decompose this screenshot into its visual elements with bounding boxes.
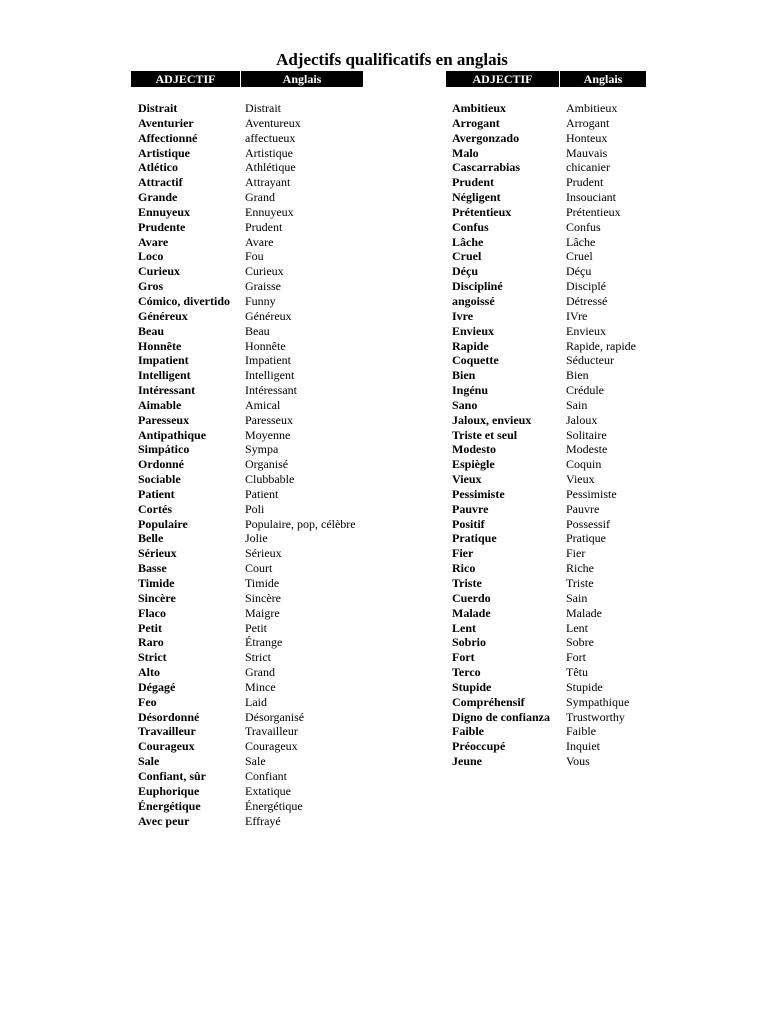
- english-translation: Solitaire: [566, 427, 607, 442]
- header-english: Anglais: [583, 72, 623, 86]
- table-body: [446, 101, 646, 769]
- table-row: [446, 665, 646, 680]
- french-adjective: Triste: [452, 576, 482, 590]
- french-adjective: Généreux: [138, 308, 188, 323]
- english-translation: Vieux: [566, 472, 595, 487]
- french-adjective: Confiant, sûr: [138, 768, 207, 783]
- table-row: [131, 442, 363, 457]
- table-row: [446, 442, 646, 457]
- french-adjective: Pauvre: [452, 501, 489, 516]
- english-translation: Sympa: [245, 442, 279, 457]
- english-translation: Organisé: [245, 457, 289, 472]
- table-row: [446, 428, 646, 443]
- english-translation: Petit: [245, 620, 268, 635]
- table-row: [446, 724, 646, 739]
- english-translation: Envieux: [566, 323, 606, 338]
- table-row: [131, 502, 363, 517]
- table-row: [446, 146, 646, 161]
- french-adjective: Cortés: [138, 501, 172, 516]
- english-translation: Possessif: [566, 516, 611, 531]
- french-adjective: Énergétique: [138, 798, 201, 813]
- table-row: [131, 309, 363, 324]
- french-adjective: Terco: [452, 665, 481, 680]
- french-adjective: Avec peur: [138, 813, 190, 828]
- table-row: [446, 205, 646, 220]
- english-translation: affectueux: [245, 130, 296, 145]
- english-translation: Prétentieux: [566, 204, 621, 219]
- french-adjective: Petit: [138, 620, 162, 635]
- english-translation: Intéressant: [245, 383, 297, 398]
- french-adjective: angoissé: [452, 293, 495, 308]
- table-row: [446, 368, 646, 383]
- english-translation: Désorganisé: [245, 709, 305, 724]
- table-row: [131, 680, 363, 695]
- french-adjective: Artistique: [138, 145, 190, 160]
- english-translation: Strict: [245, 650, 271, 665]
- table-row: [131, 175, 363, 190]
- table-row: [131, 235, 363, 250]
- english-translation: Disciplé: [566, 279, 606, 294]
- french-adjective: Sérieux: [138, 546, 177, 561]
- french-adjective: Sano: [452, 397, 478, 412]
- table-row: [131, 531, 363, 546]
- french-adjective: Alto: [138, 665, 160, 680]
- english-translation: Inquiet: [566, 739, 600, 754]
- english-translation: Sérieux: [245, 546, 282, 561]
- table-row: [446, 739, 646, 754]
- table-row: [131, 665, 363, 680]
- table-row: [131, 220, 363, 235]
- french-adjective: Cruel: [452, 249, 482, 264]
- english-translation: Avare: [245, 234, 274, 249]
- french-adjective: Honnête: [138, 338, 182, 353]
- english-translation: Lent: [566, 620, 588, 635]
- french-adjective: Atlético: [138, 160, 178, 175]
- table-row: [446, 517, 646, 532]
- french-adjective: Euphorique: [138, 783, 200, 798]
- french-adjective: Digno de confianza: [452, 709, 551, 724]
- english-translation: Graisse: [245, 279, 281, 294]
- french-adjective: Cómico, divertido: [138, 293, 230, 308]
- english-translation: Attrayant: [245, 175, 291, 190]
- table-header: [446, 71, 646, 87]
- french-adjective: Rapide: [452, 338, 489, 353]
- table-row: [131, 457, 363, 472]
- table-row: [446, 695, 646, 710]
- table-row: [446, 160, 646, 175]
- table-row: [131, 769, 363, 784]
- english-translation: IVre: [566, 308, 588, 323]
- table-row: [131, 383, 363, 398]
- english-translation: Pauvre: [566, 501, 600, 516]
- table-row: [131, 710, 363, 725]
- english-translation: Funny: [245, 293, 276, 308]
- english-translation: Fou: [245, 249, 264, 264]
- french-adjective: Jaloux, envieux: [452, 412, 532, 427]
- table-row: [446, 279, 646, 294]
- french-adjective: Jeune: [452, 754, 482, 769]
- french-adjective: Stupide: [452, 679, 492, 694]
- table-row: [446, 531, 646, 546]
- table-row: [131, 754, 363, 769]
- french-adjective: Patient: [138, 486, 175, 501]
- table-row: [131, 472, 363, 487]
- table-row: [131, 576, 363, 591]
- table-row: [446, 413, 646, 428]
- table-row: [446, 606, 646, 621]
- french-adjective: Impatient: [138, 353, 189, 368]
- french-adjective: Bien: [452, 368, 476, 383]
- french-adjective: Désordonné: [138, 709, 200, 724]
- french-adjective: Prudente: [138, 219, 186, 234]
- table-row: [131, 650, 363, 665]
- table-row: [446, 398, 646, 413]
- french-adjective: Compréhensif: [452, 694, 525, 709]
- english-translation: Athlétique: [245, 160, 296, 175]
- table-row: [131, 131, 363, 146]
- french-adjective: Ordonné: [138, 457, 185, 472]
- french-adjective: Ingénu: [452, 383, 489, 398]
- french-adjective: Vieux: [452, 472, 482, 487]
- french-adjective: Malade: [452, 605, 491, 620]
- french-adjective: Aventurier: [138, 115, 194, 130]
- english-translation: chicanier: [566, 160, 610, 175]
- french-adjective: Fier: [452, 546, 474, 561]
- french-adjective: Intéressant: [138, 383, 196, 398]
- english-translation: Jolie: [245, 531, 268, 546]
- french-adjective: Ennuyeux: [138, 204, 191, 219]
- table-row: [131, 739, 363, 754]
- table-row: [131, 249, 363, 264]
- french-adjective: Ivre: [452, 308, 474, 323]
- french-adjective: Discipliné: [452, 279, 503, 294]
- table-row: [446, 710, 646, 725]
- english-translation: Rapide, rapide: [566, 338, 636, 353]
- french-adjective: Feo: [138, 694, 157, 709]
- french-adjective: Modesto: [452, 442, 496, 457]
- table-row: [131, 784, 363, 799]
- english-translation: Sain: [566, 590, 588, 605]
- table-row: [446, 235, 646, 250]
- table-row: [446, 324, 646, 339]
- table-row: [446, 591, 646, 606]
- table-row: [131, 146, 363, 161]
- english-translation: Patient: [245, 486, 279, 501]
- english-translation: Moyenne: [245, 427, 291, 442]
- table-row: [446, 621, 646, 636]
- french-adjective: Prudent: [452, 175, 494, 190]
- french-adjective: Loco: [138, 249, 164, 264]
- english-translation: Riche: [566, 561, 594, 576]
- english-translation: Sain: [566, 397, 588, 412]
- table-row: [131, 398, 363, 413]
- english-translation: Modeste: [566, 442, 608, 457]
- table-row: [131, 546, 363, 561]
- english-translation: Distrait: [245, 101, 281, 115]
- table-row: [131, 814, 363, 829]
- french-adjective: Rico: [452, 561, 476, 576]
- english-translation: Vous: [566, 754, 590, 769]
- french-adjective: Faible: [452, 724, 484, 739]
- page-title: Adjectifs qualificatifs en anglais: [276, 50, 508, 70]
- english-translation: Déçu: [566, 264, 592, 279]
- french-adjective: Sale: [138, 754, 160, 769]
- french-adjective: Lâche: [452, 234, 484, 249]
- french-adjective: Grande: [138, 190, 178, 205]
- table-row: [446, 249, 646, 264]
- french-adjective: Belle: [138, 531, 164, 546]
- french-adjective: Avergonzado: [452, 130, 520, 145]
- table-row: [131, 561, 363, 576]
- english-translation: Sincère: [245, 590, 281, 605]
- table-row: [446, 131, 646, 146]
- french-adjective: Ambitieux: [452, 101, 506, 115]
- french-adjective: Attractif: [138, 175, 183, 190]
- french-adjective: Lent: [452, 620, 476, 635]
- english-translation: Prudent: [245, 219, 283, 234]
- table-body: [131, 101, 363, 828]
- french-adjective: Timide: [138, 576, 175, 590]
- french-adjective: Raro: [138, 635, 164, 650]
- table-row: [446, 754, 646, 769]
- french-adjective: Prétentieux: [452, 204, 512, 219]
- header-english: Anglais: [282, 72, 322, 86]
- table-row: [446, 650, 646, 665]
- table-row: [446, 635, 646, 650]
- english-translation: Stupide: [566, 679, 603, 694]
- table-row: [446, 294, 646, 309]
- french-adjective: Déçu: [452, 264, 478, 279]
- english-translation: Pratique: [566, 531, 606, 546]
- french-adjective: Espiègle: [452, 457, 495, 472]
- english-translation: Sympathique: [566, 694, 630, 709]
- english-translation: Trustworthy: [566, 709, 625, 724]
- table-row: [131, 339, 363, 354]
- table-row: [131, 695, 363, 710]
- french-adjective: Préoccupé: [452, 739, 506, 754]
- french-adjective: Antipathique: [138, 427, 207, 442]
- english-translation: Lâche: [566, 234, 596, 249]
- table-row: [446, 190, 646, 205]
- french-adjective: Strict: [138, 650, 167, 665]
- english-translation: Fort: [566, 650, 587, 665]
- french-adjective: Gros: [138, 279, 164, 294]
- header-adjective: ADJECTIF: [131, 71, 241, 87]
- french-adjective: Pratique: [452, 531, 497, 546]
- table-row: [131, 428, 363, 443]
- table-row: [446, 220, 646, 235]
- english-translation: Sale: [245, 754, 266, 769]
- table-row: [131, 190, 363, 205]
- table-row: [446, 457, 646, 472]
- french-adjective: Cuerdo: [452, 590, 491, 605]
- table-row: [131, 116, 363, 131]
- table-row: [131, 294, 363, 309]
- table-row: [446, 116, 646, 131]
- english-translation: Arrogant: [566, 115, 610, 130]
- english-translation: Coquin: [566, 457, 602, 472]
- english-translation: Honnête: [245, 338, 286, 353]
- english-translation: Fier: [566, 546, 586, 561]
- french-adjective: Confus: [452, 219, 489, 234]
- table-row: [446, 383, 646, 398]
- english-translation: Grand: [245, 665, 275, 680]
- french-adjective: Travailleur: [138, 724, 196, 739]
- english-translation: Court: [245, 561, 273, 576]
- english-translation: Confus: [566, 219, 601, 234]
- english-translation: Timide: [245, 576, 280, 590]
- english-translation: Travailleur: [245, 724, 298, 739]
- english-translation: Sobre: [566, 635, 594, 650]
- table-row: [446, 561, 646, 576]
- table-row: [131, 353, 363, 368]
- french-adjective: Affectionné: [138, 130, 198, 145]
- english-translation: Confiant: [245, 768, 287, 783]
- english-translation: Ennuyeux: [245, 204, 294, 219]
- table-row: [131, 724, 363, 739]
- english-translation: Extatique: [245, 783, 291, 798]
- french-adjective: Paresseux: [138, 412, 190, 427]
- english-translation: Insouciant: [566, 190, 616, 205]
- table-row: [446, 472, 646, 487]
- vocab-table-right: [446, 71, 646, 769]
- french-adjective: Avare: [138, 234, 169, 249]
- english-translation: Curieux: [245, 264, 284, 279]
- table-row: [446, 576, 646, 591]
- english-translation: Laid: [245, 694, 267, 709]
- table-row: [131, 591, 363, 606]
- french-adjective: Fort: [452, 650, 475, 665]
- french-adjective: Sincère: [138, 590, 176, 605]
- french-adjective: Intelligent: [138, 368, 191, 383]
- french-adjective: Pessimiste: [452, 486, 505, 501]
- english-translation: Triste: [566, 576, 594, 590]
- table-row: [446, 680, 646, 695]
- english-translation: Crédule: [566, 383, 604, 398]
- french-adjective: Cascarrabias: [452, 160, 520, 175]
- table-row: [446, 353, 646, 368]
- french-adjective: Positif: [452, 516, 485, 531]
- french-adjective: Aimable: [138, 397, 182, 412]
- french-adjective: Courageux: [138, 739, 195, 754]
- french-adjective: Triste et seul: [452, 427, 518, 442]
- english-translation: Amical: [245, 397, 281, 412]
- table-row: [131, 487, 363, 502]
- french-adjective: Populaire: [138, 516, 188, 531]
- table-row: [131, 606, 363, 621]
- table-row: [446, 339, 646, 354]
- french-adjective: Coquette: [452, 353, 499, 368]
- english-translation: Jaloux: [566, 412, 598, 427]
- english-translation: Détressé: [566, 293, 608, 308]
- table-row: [446, 175, 646, 190]
- table-row: [131, 160, 363, 175]
- french-adjective: Sociable: [138, 472, 181, 487]
- english-translation: Généreux: [245, 308, 292, 323]
- french-adjective: Beau: [138, 323, 165, 338]
- french-adjective: Envieux: [452, 323, 495, 338]
- english-translation: Pessimiste: [566, 486, 617, 501]
- english-translation: Paresseux: [245, 412, 293, 427]
- table-row: [446, 502, 646, 517]
- table-row: [446, 309, 646, 324]
- table-row: [131, 205, 363, 220]
- table-row: [131, 621, 363, 636]
- table-row: [131, 635, 363, 650]
- table-row: [131, 368, 363, 383]
- french-adjective: Basse: [138, 561, 167, 576]
- french-adjective: Curieux: [138, 264, 180, 279]
- english-translation: Courageux: [245, 739, 298, 754]
- english-translation: Têtu: [566, 665, 588, 680]
- english-translation: Faible: [566, 724, 596, 739]
- english-translation: Artistique: [245, 145, 293, 160]
- table-row: [131, 799, 363, 814]
- english-translation: Beau: [245, 323, 270, 338]
- table-row: [446, 487, 646, 502]
- header-adjective: ADJECTIF: [446, 71, 560, 87]
- english-translation: Poli: [245, 501, 265, 516]
- english-translation: Populaire, pop, célèbre: [245, 516, 356, 531]
- english-translation: Impatient: [245, 353, 291, 368]
- french-adjective: Sobrio: [452, 635, 487, 650]
- english-translation: Prudent: [566, 175, 604, 190]
- english-translation: Bien: [566, 368, 589, 383]
- english-translation: Séducteur: [566, 353, 614, 368]
- english-translation: Malade: [566, 605, 602, 620]
- english-translation: Effrayé: [245, 813, 281, 828]
- table-row: [446, 546, 646, 561]
- french-adjective: Arrogant: [452, 115, 500, 130]
- table-header: [131, 71, 363, 87]
- vocab-table-left: [131, 71, 363, 828]
- english-translation: Cruel: [566, 249, 593, 264]
- table-row: [446, 264, 646, 279]
- table-row: [131, 324, 363, 339]
- table-row: [131, 517, 363, 532]
- table-row: [131, 101, 363, 116]
- english-translation: Clubbable: [245, 472, 295, 487]
- english-translation: Intelligent: [245, 368, 295, 383]
- table-row: [131, 264, 363, 279]
- french-adjective: Dégagé: [138, 679, 176, 694]
- english-translation: Énergétique: [245, 798, 303, 813]
- french-adjective: Simpático: [138, 442, 190, 457]
- table-row: [446, 101, 646, 116]
- french-adjective: Négligent: [452, 190, 501, 205]
- english-translation: Ambitieux: [566, 101, 618, 115]
- english-translation: Grand: [245, 190, 275, 205]
- english-translation: Aventureux: [245, 115, 301, 130]
- french-adjective: Malo: [452, 145, 479, 160]
- table-row: [131, 413, 363, 428]
- english-translation: Mince: [245, 679, 276, 694]
- english-translation: Honteux: [566, 130, 608, 145]
- english-translation: Mauvais: [566, 145, 608, 160]
- english-translation: Étrange: [245, 635, 283, 650]
- table-row: [131, 279, 363, 294]
- french-adjective: Flaco: [138, 605, 166, 620]
- french-adjective: Distrait: [138, 101, 178, 115]
- english-translation: Maigre: [245, 605, 280, 620]
